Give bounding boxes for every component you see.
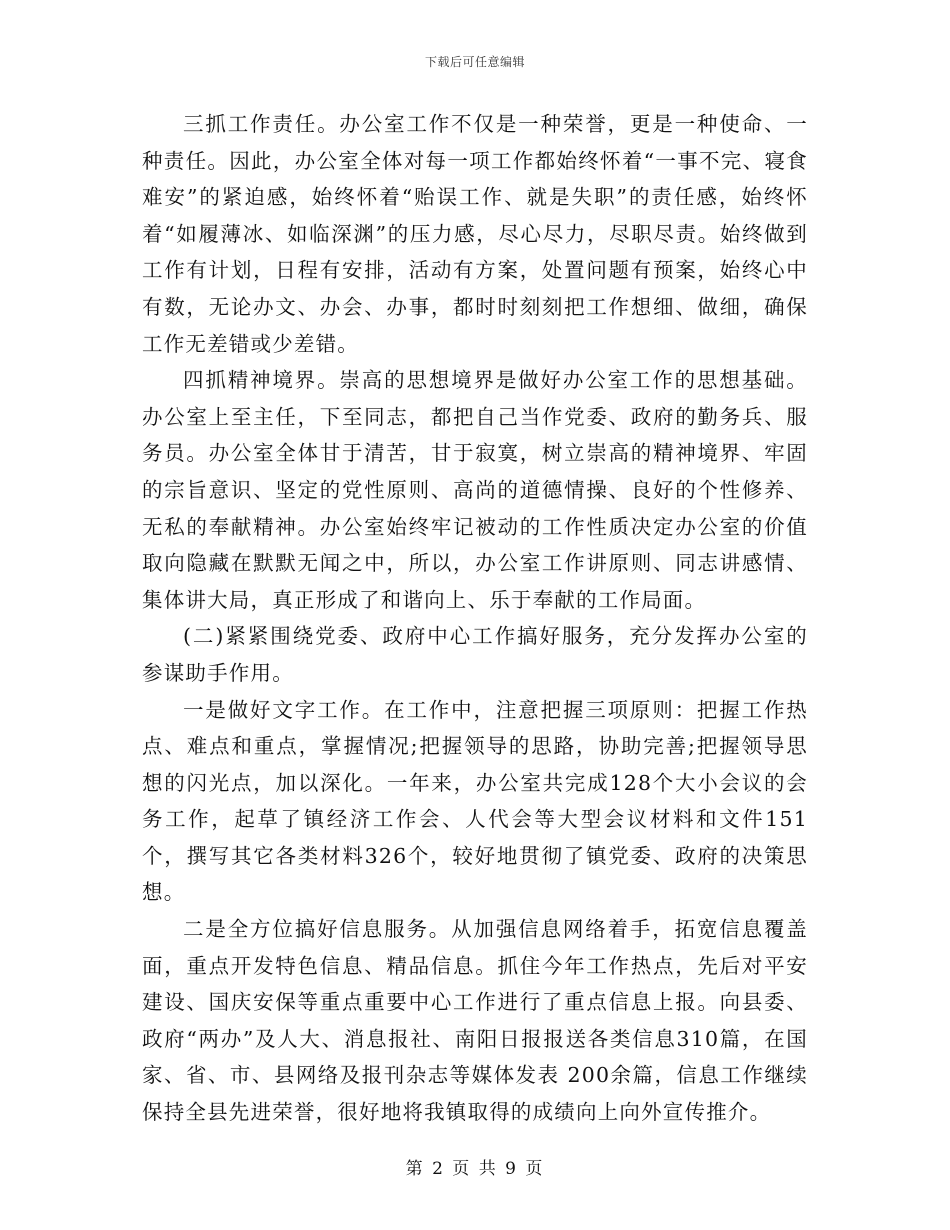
document-body <box>142 106 808 1131</box>
paragraph-spiritual-realm: 四抓精神境界。崇高的思想境界是做好办公室工作的思想基础。办公室上至主任，下至同志，都把自己当作党委、政府的勤务兵、服务员。办公室全体甘于清苦，甘于寂寞，树立崇高的精神境界、牢固的宗旨意识、坚定的党性原则、高尚的道德情操、良好的个性修养、无私的奉献精神。办公室始终牢记被动的工作性质决定办公室的价值取向隐藏在默默无闻之中，所以，办公室工作讲原则、同志讲感情、集体讲大局，真正形成了和谐向上、乐于奉献的工作局面。 <box>142 368 808 612</box>
paragraph-work-responsibility: 三抓工作责任。办公室工作不仅是一种荣誉，更是一种使命、一种责任。因此，办公室全体对每一项工作都始终怀着“一事不完、寝食难安”的紧迫感，始终怀着“贻误工作、就是失职”的责任感，始终怀着“如履薄冰、如临深渊”的压力感，尽心尽力，尽职尽责。始终做到工作有计划，日程有安排，活动有方案，处置问题有预案，始终心中有数，无论办文、办会、办事，都时时刻刻把工作想细、做细，确保工作无差错或少差错。 <box>142 112 808 356</box>
page-header: 下载后可任意编辑 <box>424 55 525 69</box>
paragraph-writing-work: 一是做好文字工作。在工作中，注意把握三项原则：把握工作热点、难点和重点，掌握情况;把握领导的思路，协助完善;把握领导思想的闪光点，加以深化。一年来，办公室共完成128个大小会议的会务工作，起草了镇经济工作会、人代会等大型会议材料和文件151个，撰写其它各类材料326个，较好地贯彻了镇党委、政府的决策思想。 <box>142 697 808 905</box>
section-heading-service: (二)紧紧围绕党委、政府中心工作搞好服务，充分发挥办公室的参谋助手作用。 <box>142 624 808 685</box>
paragraph-information-service: 二是全方位搞好信息服务。从加强信息网络着手，拓宽信息覆盖面，重点开发特色信息、精品信息。抓住今年工作热点，先后对平安建设、国庆安保等重点重要中心工作进行了重点信息上报。向县委、政府“两办”及人大、消息报社、南阳日报报送各类信息310篇，在国家、省、市、县网络及报刊杂志等媒体发表 200余篇，信息工作继续保持全县先进荣誉，很好地将我镇取得的成绩向上向外宣传推介。 <box>142 917 808 1125</box>
page-number-footer: 第 2 页 共 9 页 <box>405 1159 545 1179</box>
